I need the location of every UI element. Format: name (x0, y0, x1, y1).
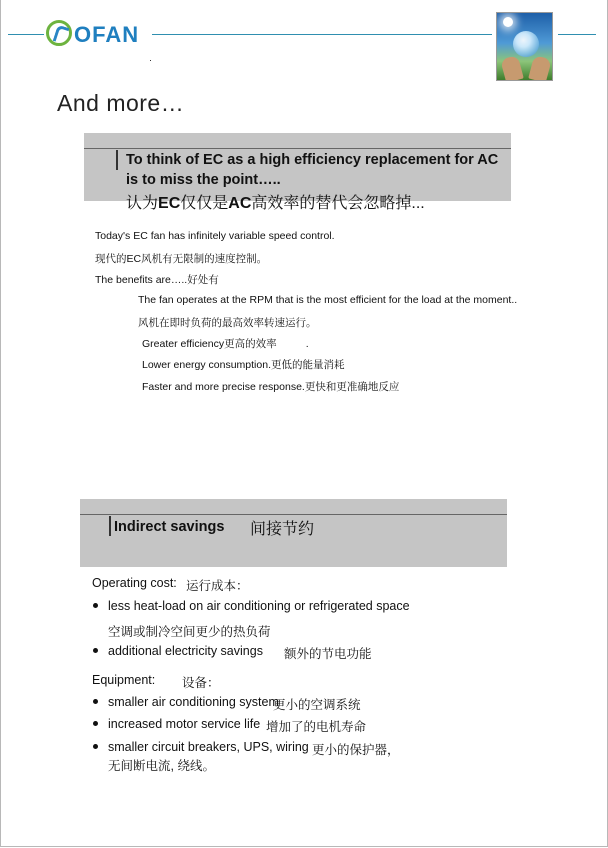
stray-dot (150, 60, 151, 61)
operating-cost-label-cn: 运行成本： (186, 579, 249, 593)
indirect-savings-title-cn: 间接节约 (250, 521, 315, 538)
eq-bullet-motor: increased motor service life (108, 717, 261, 731)
ec-speed-control-en: Today's EC fan has infinitely variable speed control. (95, 230, 335, 242)
banner-rule (80, 514, 507, 515)
eq-bullet-breakers-cn-line2: 无间断电流, 绕线。 (108, 759, 215, 773)
op-bullet-electricity-cn: 额外的节电功能 (284, 647, 372, 661)
op-bullet-heat-load-cn: 空调或制冷空间更少的热负荷 (108, 625, 271, 639)
globe-in-hands-image (496, 12, 553, 81)
bullet-icon (93, 744, 98, 749)
banner-rule (84, 148, 511, 149)
ec-speed-control-cn: 现代的EC风机有无限制的速度控制。 (95, 253, 268, 265)
eq-bullet-ac-cn: 更小的空调系统 (273, 698, 361, 712)
eq-bullet-motor-cn: 增加了的电机寿命 (266, 720, 367, 734)
benefit-rpm-en: The fan operates at the RPM that is the most efficient for the load at the moment.. (138, 294, 518, 306)
logo-text: OFAN (74, 22, 140, 47)
eq-bullet-breakers: smaller circuit breakers, UPS, wiring (108, 740, 309, 754)
eq-bullet-breakers-cn: 更小的保护器， (312, 743, 400, 757)
bullet-icon (93, 699, 98, 704)
banner-line-2: is to miss the point….. (126, 172, 281, 188)
benefit-energy: Lower energy consumption.更低的能量消耗 (142, 359, 345, 371)
bullet-icon (93, 648, 98, 653)
banner-accent-bar (116, 150, 118, 170)
indirect-savings-title: Indirect savings (114, 519, 225, 535)
banner-line-3-cn: 认为EC仅仅是AC高效率的替代会忽略掉... (126, 195, 425, 212)
logo-leaf-icon (46, 20, 72, 46)
equipment-label: Equipment: (92, 673, 156, 687)
operating-cost-label: Operating cost: (92, 576, 177, 590)
bullet-icon (93, 603, 98, 608)
benefit-rpm-cn: 风机在即时负荷的最高效率转速运行。 (138, 317, 317, 329)
bullet-icon (93, 721, 98, 726)
op-bullet-electricity: additional electricity savings (108, 644, 263, 658)
benefits-label: The benefits are…..好处有 (95, 274, 219, 286)
equipment-label-cn: 设备： (182, 676, 220, 690)
banner-line-1: To think of EC as a high efficiency replacement for AC (126, 152, 499, 168)
company-logo (46, 20, 146, 48)
header-rule-left (8, 34, 44, 35)
page-heading: And more… (57, 90, 185, 116)
op-bullet-heat-load: less heat-load on air conditioning or refrigerated space (108, 599, 410, 613)
benefit-efficiency: Greater efficiency更高的效率 . (142, 338, 309, 350)
header-rule-middle (152, 34, 492, 35)
banner-accent-bar (109, 516, 111, 536)
header-rule-right (558, 34, 596, 35)
eq-bullet-ac: smaller air conditioning system (108, 695, 279, 709)
benefit-response: Faster and more precise response.更快和更准确地反应 (142, 381, 400, 393)
